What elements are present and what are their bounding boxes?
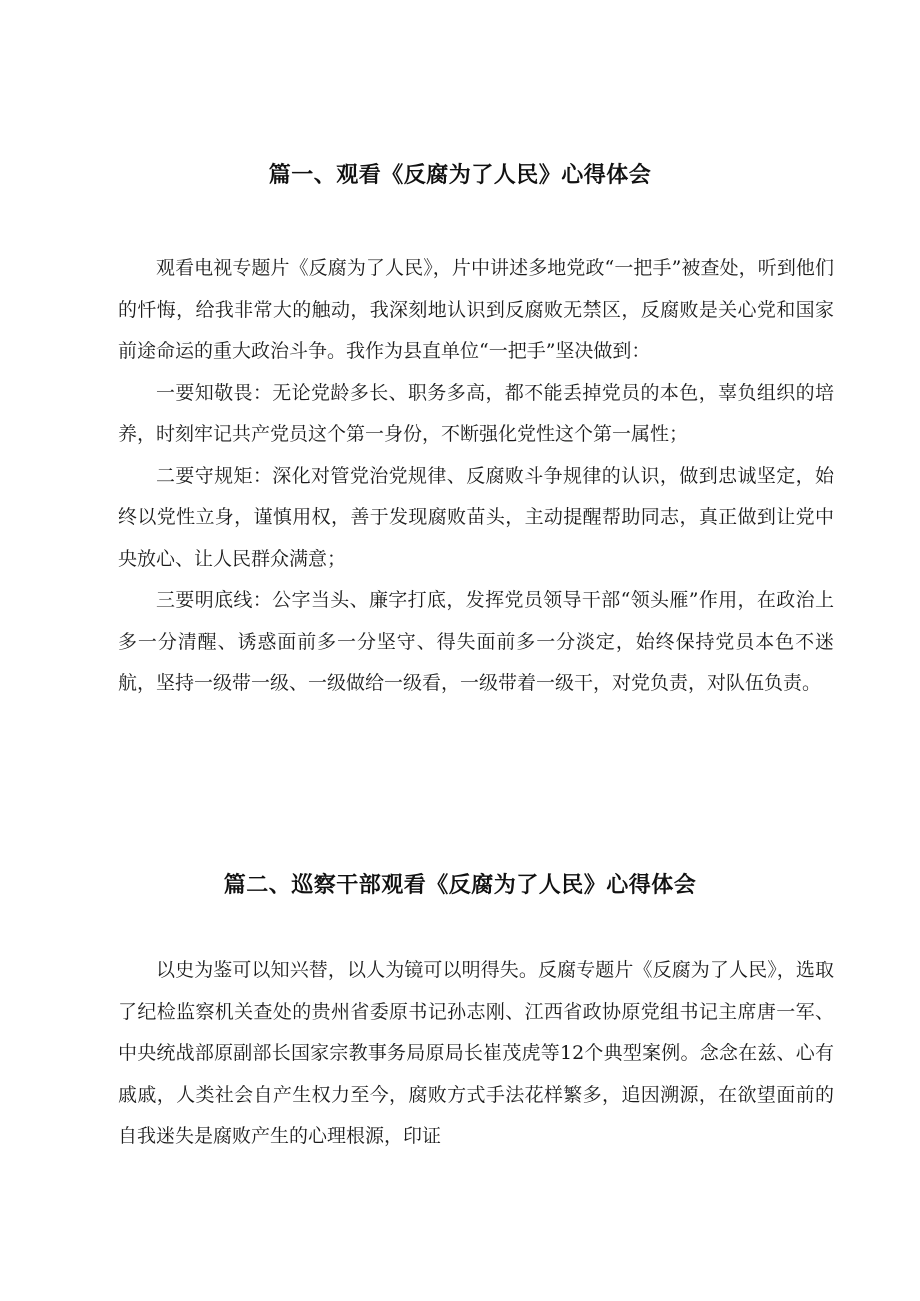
section-1-paragraph-4: 三要明底线：公字当头、廉字打底，发挥党员领导干部“领头雁”作用，在政治上多一分清醒、诱惑面前多一分坚守、得失面前多一分淡定，始终保持党员本色不迷航，坚持一级带一级、一级做给一级看，一级带着一级干，对党负责，对队伍负责。 bbox=[118, 589, 834, 694]
section-1-paragraph-1: 观看电视专题片《反腐为了人民》，片中讲述多地党政“一把手”被查处，听到他们的忏悔，给我非常大的触动，我深刻地认识到反腐败无禁区，反腐败是关心党和国家前途命运的重大政治斗争。我作为县直单位“一把手”坚决做到： bbox=[118, 257, 834, 362]
section-2-paragraph-1: 以史为鉴可以知兴替，以人为镜可以明得失。反腐专题片《反腐为了人民》，选取了纪检监察机关查处的贵州省委原书记孙志刚、江西省政协原党组书记主席唐一军、中央统战部原副部长国家宗教事务局原局长崔茂虎等12个典型案例。念念在兹、心有戚戚，人类社会自产生权力至今，腐败方式手法花样繁多，追因溯源，在欲望面前的自我迷失是腐败产生的心理根源，印证 bbox=[118, 959, 834, 1147]
section-1-title: 篇一、观看《反腐为了人民》心得体会 bbox=[268, 163, 652, 188]
section-2-title: 篇二、巡察干部观看《反腐为了人民》心得体会 bbox=[223, 873, 697, 898]
section-2-body bbox=[118, 950, 834, 1158]
section-1-paragraph-2: 一要知敬畏：无论党龄多长、职务多高，都不能丢掉党员的本色，辜负组织的培养，时刻牢记共产党员这个第一身份，不断强化党性这个第一属性； bbox=[118, 381, 834, 445]
section-1-body bbox=[118, 248, 834, 705]
section-1-paragraph-3: 二要守规矩：深化对管党治党规律、反腐败斗争规律的认识，做到忠诚坚定，始终以党性立身，谨慎用权，善于发现腐败苗头，主动提醒帮助同志，真正做到让党中央放心、让人民群众满意； bbox=[118, 464, 834, 570]
